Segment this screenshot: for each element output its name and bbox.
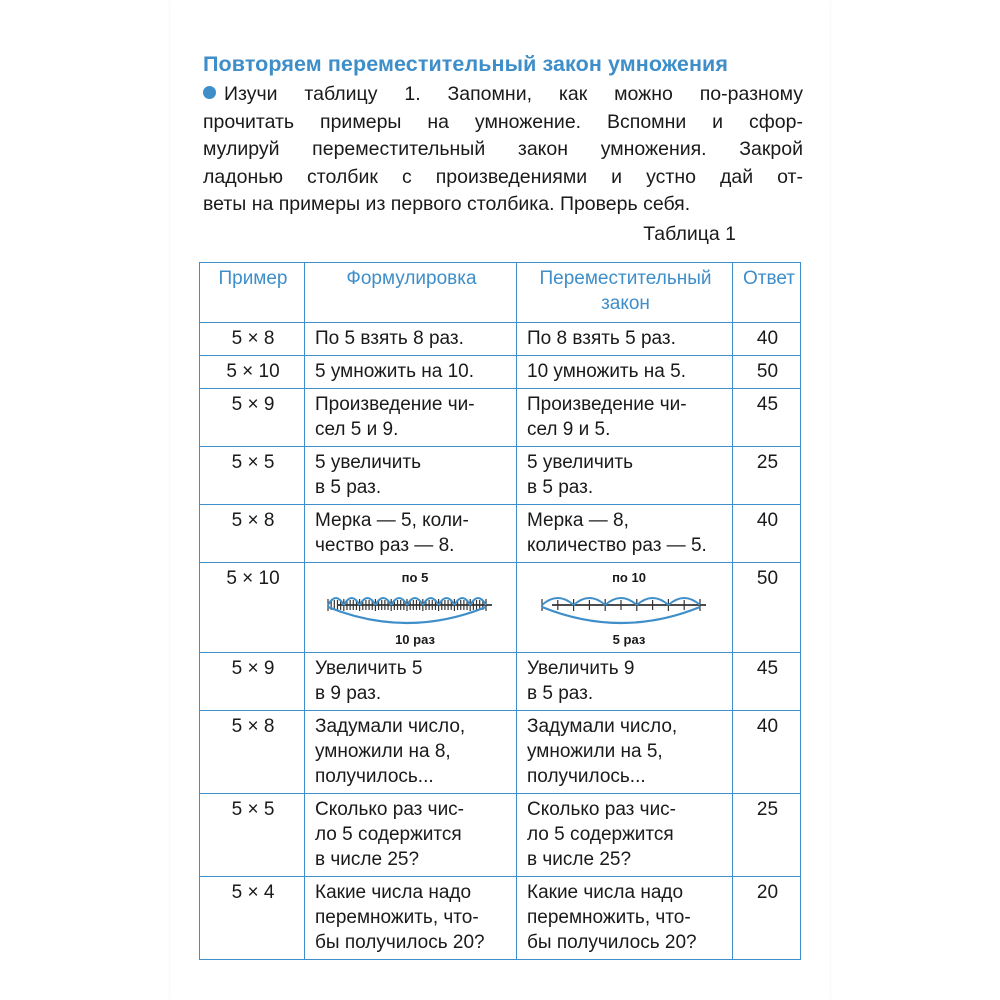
table-row: [200, 447, 801, 505]
law-cell: [517, 711, 733, 794]
law-line: в 5 раз.: [527, 683, 594, 704]
answer-cell: 25: [733, 447, 801, 505]
answer-cell: 45: [733, 389, 801, 447]
wording-cell: [305, 711, 517, 794]
law-line: Произведение чи-: [527, 394, 687, 415]
table-row: [200, 877, 801, 960]
bullet-icon: [203, 86, 216, 99]
wording-line: чество раз — 8.: [315, 535, 455, 556]
wording-line: Произведение чи-: [315, 394, 475, 415]
example-cell: 5 × 8: [200, 505, 305, 563]
wording-cell: [305, 447, 517, 505]
law-line: получилось...: [527, 766, 646, 787]
intro-line: прочитать примеры на умножение. Вспомни и сфор-: [203, 110, 803, 133]
wording-cell: [305, 323, 517, 356]
number-line-diagram: [536, 568, 716, 648]
law-line: Увеличить 9: [527, 658, 635, 679]
law-cell: [517, 389, 733, 447]
law-cell: [517, 447, 733, 505]
header-law: Переместительный закон: [517, 263, 733, 323]
wording-line: в 9 раз.: [315, 683, 382, 704]
table-row: [200, 794, 801, 877]
law-line: перемножить, что-: [527, 907, 691, 928]
section-heading: Повторяем переместительный закон умножения: [203, 52, 728, 76]
table-row: [200, 711, 801, 794]
wording-line: получилось...: [315, 766, 434, 787]
answer-cell: 40: [733, 711, 801, 794]
wording-cell: [305, 794, 517, 877]
law-cell: [517, 877, 733, 960]
law-cell: [517, 323, 733, 356]
diagram-bottom-label: 5 раз: [612, 632, 645, 647]
law-cell: [517, 356, 733, 389]
answer-cell: 45: [733, 653, 801, 711]
step-arc: [422, 598, 438, 605]
law-line: ло 5 содержится: [527, 824, 674, 845]
step-arc: [375, 598, 391, 605]
law-line: сел 9 и 5.: [527, 419, 611, 440]
law-line: умножили на 5,: [527, 741, 663, 762]
wording-line: бы получилось 20?: [315, 932, 485, 953]
intro-line: мулируй переместительный закон умножения. Закрой: [203, 138, 803, 160]
diagram-top-label: по 5: [401, 570, 428, 585]
step-arc: [328, 598, 344, 605]
example-cell: 5 × 9: [200, 653, 305, 711]
table-row: [200, 356, 801, 389]
table-row: [200, 505, 801, 563]
number-line-diagram: [322, 568, 502, 648]
textbook-page: [170, 0, 830, 1000]
wording-line: перемножить, что-: [315, 907, 479, 928]
intro-paragraph: [203, 81, 803, 219]
law-line: бы получилось 20?: [527, 932, 697, 953]
wording-line: умножили на 8,: [315, 741, 451, 762]
example-cell: 5 × 9: [200, 389, 305, 447]
table-body: [200, 323, 801, 960]
answer-cell: 40: [733, 323, 801, 356]
wording-line: Задумали число,: [315, 716, 466, 737]
wording-line: 5 увеличить: [315, 452, 421, 473]
header-wording: Формулировка: [305, 263, 517, 323]
answer-cell: 50: [733, 563, 801, 653]
step-arc: [438, 598, 454, 605]
wording-line: Сколько раз чис-: [315, 799, 465, 820]
wording-cell: [305, 563, 517, 653]
step-arc: [407, 598, 423, 605]
table-row: [200, 563, 801, 653]
wording-line: Какие числа надо: [315, 882, 472, 903]
answer-cell: 20: [733, 877, 801, 960]
step-arc: [454, 598, 470, 605]
table-row: [200, 323, 801, 356]
example-cell: 5 × 5: [200, 447, 305, 505]
answer-cell: 25: [733, 794, 801, 877]
step-arc: [343, 598, 359, 605]
example-cell: 5 × 5: [200, 794, 305, 877]
law-cell: [517, 505, 733, 563]
law-line: По 8 взять 5 раз.: [527, 328, 676, 349]
law-cell: [517, 653, 733, 711]
law-line: 10 умножить на 5.: [527, 361, 686, 382]
example-cell: 5 × 8: [200, 711, 305, 794]
answer-cell: 50: [733, 356, 801, 389]
intro-line: веты на примеры из первого столбика. Проверь себя.: [203, 193, 691, 215]
wording-line: По 5 взять 8 раз.: [315, 328, 464, 349]
wording-line: Мерка — 5, коли-: [315, 510, 469, 531]
wording-line: в числе 25?: [315, 849, 420, 870]
example-cell: 5 × 8: [200, 323, 305, 356]
multiplication-table: [199, 262, 801, 960]
intro-line: ладонью столбик с произведениями и устно дай от-: [203, 165, 803, 188]
table-row: [200, 653, 801, 711]
example-cell: 5 × 10: [200, 563, 305, 653]
header-answer: Ответ: [733, 263, 801, 323]
step-arc: [470, 598, 486, 605]
law-line: Какие числа надо: [527, 882, 684, 903]
wording-cell: [305, 356, 517, 389]
wording-line: 5 умножить на 10.: [315, 361, 474, 382]
example-cell: 5 × 10: [200, 356, 305, 389]
wording-line: Увеличить 5: [315, 658, 423, 679]
diagram-top-label: по 10: [611, 570, 646, 585]
header-example: Пример: [200, 263, 305, 323]
intro-line: Изучи таблицу 1. Запомни, как можно по-разному: [203, 81, 803, 109]
law-line: Сколько раз чис-: [527, 799, 677, 820]
law-line: количество раз — 5.: [527, 535, 707, 556]
law-line: Мерка — 8,: [527, 510, 629, 531]
wording-line: сел 5 и 9.: [315, 419, 399, 440]
law-line: в 5 раз.: [527, 477, 594, 498]
wording-cell: [305, 877, 517, 960]
step-arc: [391, 598, 407, 605]
wording-line: в 5 раз.: [315, 477, 382, 498]
page-content: [203, 52, 803, 253]
wording-line: ло 5 содержится: [315, 824, 462, 845]
law-line: в числе 25?: [527, 849, 632, 870]
table-header-row: [200, 263, 801, 323]
table-row: [200, 389, 801, 447]
wording-cell: [305, 389, 517, 447]
example-cell: 5 × 4: [200, 877, 305, 960]
step-arc: [359, 598, 375, 605]
law-cell: [517, 794, 733, 877]
wording-cell: [305, 653, 517, 711]
wording-cell: [305, 505, 517, 563]
law-line: 5 увеличить: [527, 452, 633, 473]
law-line: Задумали число,: [527, 716, 678, 737]
diagram-bottom-label: 10 раз: [394, 632, 435, 647]
answer-cell: 40: [733, 505, 801, 563]
table-caption: Таблица 1: [643, 222, 736, 245]
law-cell: [517, 563, 733, 653]
